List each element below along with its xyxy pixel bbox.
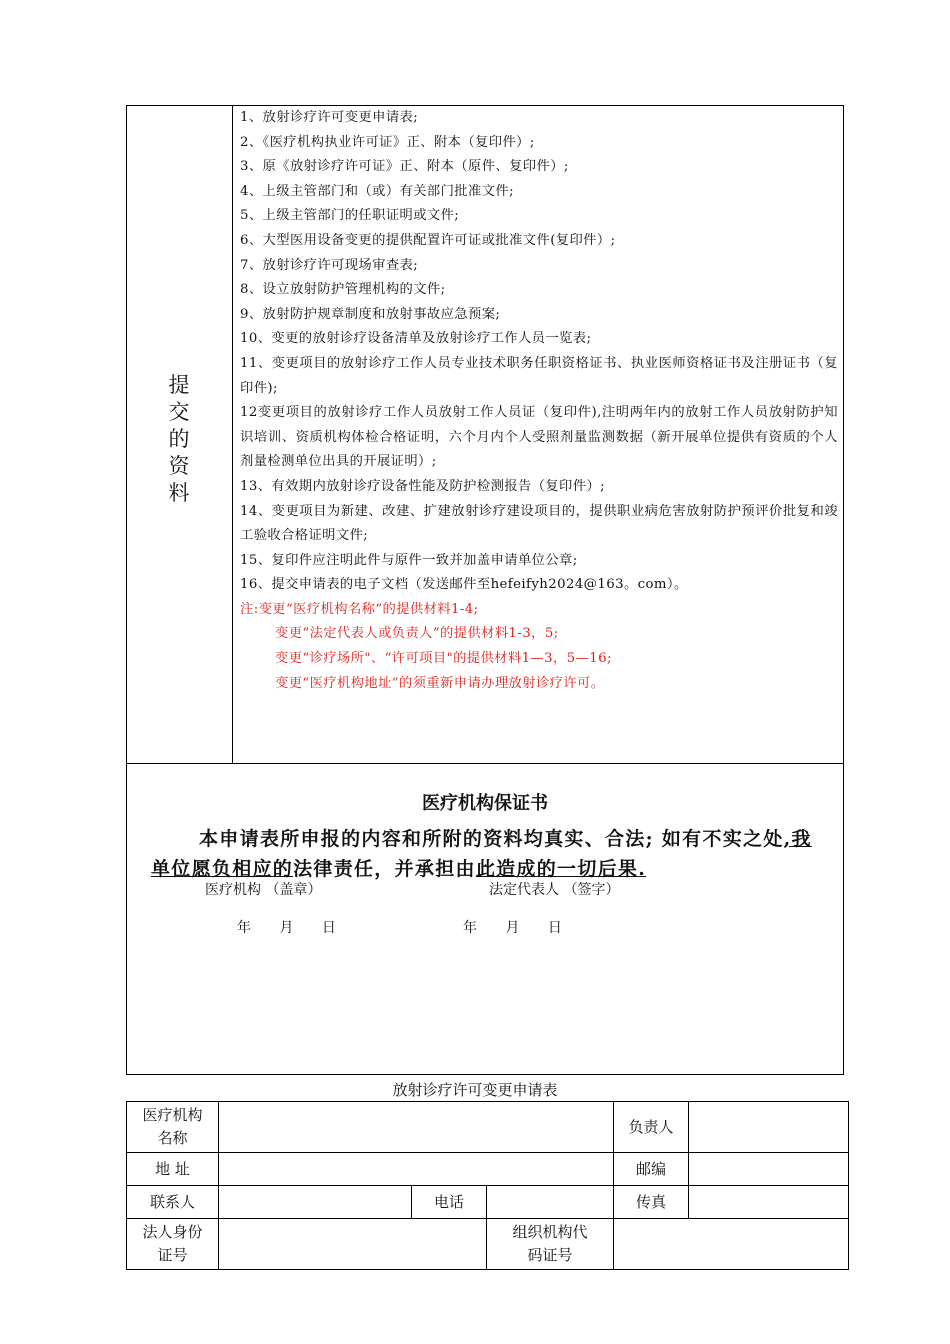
contact-field[interactable]: [219, 1186, 412, 1219]
application-materials-box: [126, 105, 844, 1075]
fax-label: 传真: [614, 1186, 689, 1219]
label-char: 交: [168, 400, 190, 424]
person-in-charge-label: 负责人: [614, 1102, 689, 1153]
material-item: 6、大型医用设备变更的提供配置许可证或批准文件(复印件）;: [240, 232, 616, 248]
fax-field[interactable]: [689, 1186, 849, 1219]
legal-id-label: 法人身份证号: [127, 1219, 219, 1270]
guarantee-text: 本申请表所申报的内容和所附的资料均真实、合法; 如有不实之处: [199, 828, 784, 850]
note-line: 变更“诊疗场所"、“许可项目"的提供材料1—3，5—16;: [275, 651, 612, 667]
label-char: 提: [168, 373, 190, 397]
form-row: [127, 1219, 849, 1270]
legal-rep-sign-label: 法定代表人 （签字）: [489, 882, 620, 898]
label-char: 料: [168, 481, 190, 505]
note-line: 变更“法定代表人或负责人”的提供材料1-3，5;: [275, 626, 559, 642]
materials-label-cell: [127, 106, 233, 763]
guarantee-text-underlined: 此造成的一切后果: [475, 858, 639, 880]
material-item: 11、变更项目的放射诊疗工作人员专业技术职务任职资格证书、执业医师资格证书及注册证书（复印件);: [240, 355, 838, 396]
label-char: 资: [168, 454, 190, 478]
form-row: [127, 1102, 849, 1153]
material-item: 7、放射诊疗许可现场审查表;: [240, 257, 419, 273]
guarantee-text: 法律责任，并承担由: [293, 858, 476, 880]
material-item: 8、设立放射防护管理机构的文件;: [240, 282, 446, 298]
guarantee-text-period: .: [638, 858, 647, 880]
form-row: [127, 1186, 849, 1219]
material-item: 9、放射防护规章制度和放射事故应急预案;: [240, 306, 501, 322]
legal-id-field[interactable]: [219, 1219, 487, 1270]
guarantee-statement: [151, 824, 829, 884]
material-item: 2、《医疗机构执业许可证》正、附本（复印件）;: [240, 134, 535, 150]
materials-vertical-label: [167, 372, 191, 507]
form-row: [127, 1153, 849, 1186]
material-item: 3、原《放射诊疗许可证》正、附本（原件、复印件）;: [240, 159, 569, 175]
postcode-field[interactable]: [689, 1153, 849, 1186]
org-code-label: 组织机构代码证号: [487, 1219, 614, 1270]
material-item: 5、上级主管部门的任职证明或文件;: [240, 208, 460, 224]
address-field[interactable]: [219, 1153, 614, 1186]
contact-label: 联系人: [127, 1186, 219, 1219]
form-caption: 放射诊疗许可变更申请表: [392, 1081, 558, 1099]
materials-section: [127, 106, 843, 764]
rep-date-line: 年 月 日: [463, 920, 562, 936]
guarantee-title: 医疗机构保证书: [422, 793, 548, 814]
materials-list: [240, 106, 838, 746]
org-date-line: 年 月 日: [237, 920, 336, 936]
material-item: 14、变更项目为新建、改建、扩建放射诊疗建设项目的，提供职业病危害放射防护预评价批复和竣工验收合格证明文件;: [240, 503, 838, 544]
material-item: 16、提交申请表的电子文档（发送邮件至hefeifyh2024@163。com）。: [240, 577, 688, 593]
org-name-field[interactable]: [219, 1102, 614, 1153]
phone-label: 电话: [412, 1186, 487, 1219]
address-label: 地 址: [127, 1153, 219, 1186]
org-name-label: 医疗机构名称: [127, 1102, 219, 1153]
material-item: 4、上级主管部门和（或）有关部门批准文件;: [240, 183, 514, 199]
org-seal-label: 医疗机构 （盖章）: [205, 882, 322, 898]
material-item: 15、复印件应注明此件与原件一致并加盖申请单位公章;: [240, 552, 578, 568]
person-in-charge-field[interactable]: [689, 1102, 849, 1153]
phone-field[interactable]: [487, 1186, 614, 1219]
guarantee-text-underlined: ,我单位愿负相应的: [151, 828, 812, 880]
note-line: 注:变更“医疗机构名称”的提供材料1-4;: [240, 601, 479, 617]
note-line: 变更“医疗机构地址”的须重新申请办理放射诊疗许可。: [275, 675, 605, 691]
org-code-field[interactable]: [614, 1219, 849, 1270]
change-application-form: [126, 1101, 849, 1270]
label-char: 的: [168, 427, 190, 451]
material-item: 1、放射诊疗许可变更申请表;: [240, 110, 419, 125]
material-item: 13、有效期内放射诊疗设备性能及防护检测报告（复印件）;: [240, 478, 606, 494]
postcode-label: 邮编: [614, 1153, 689, 1186]
material-item: 10、变更的放射诊疗设备清单及放射诊疗工作人员一览表;: [240, 331, 592, 347]
material-item: 12变更项目的放射诊疗工作人员放射工作人员证（复印件),注明两年内的放射工作人员放射防护知识培训、资质机构体检合格证明，六个月内个人受照剂量监测数据（新开展单位提供有资质的个人剂量检测单位出具的开展证明）;: [240, 405, 838, 470]
